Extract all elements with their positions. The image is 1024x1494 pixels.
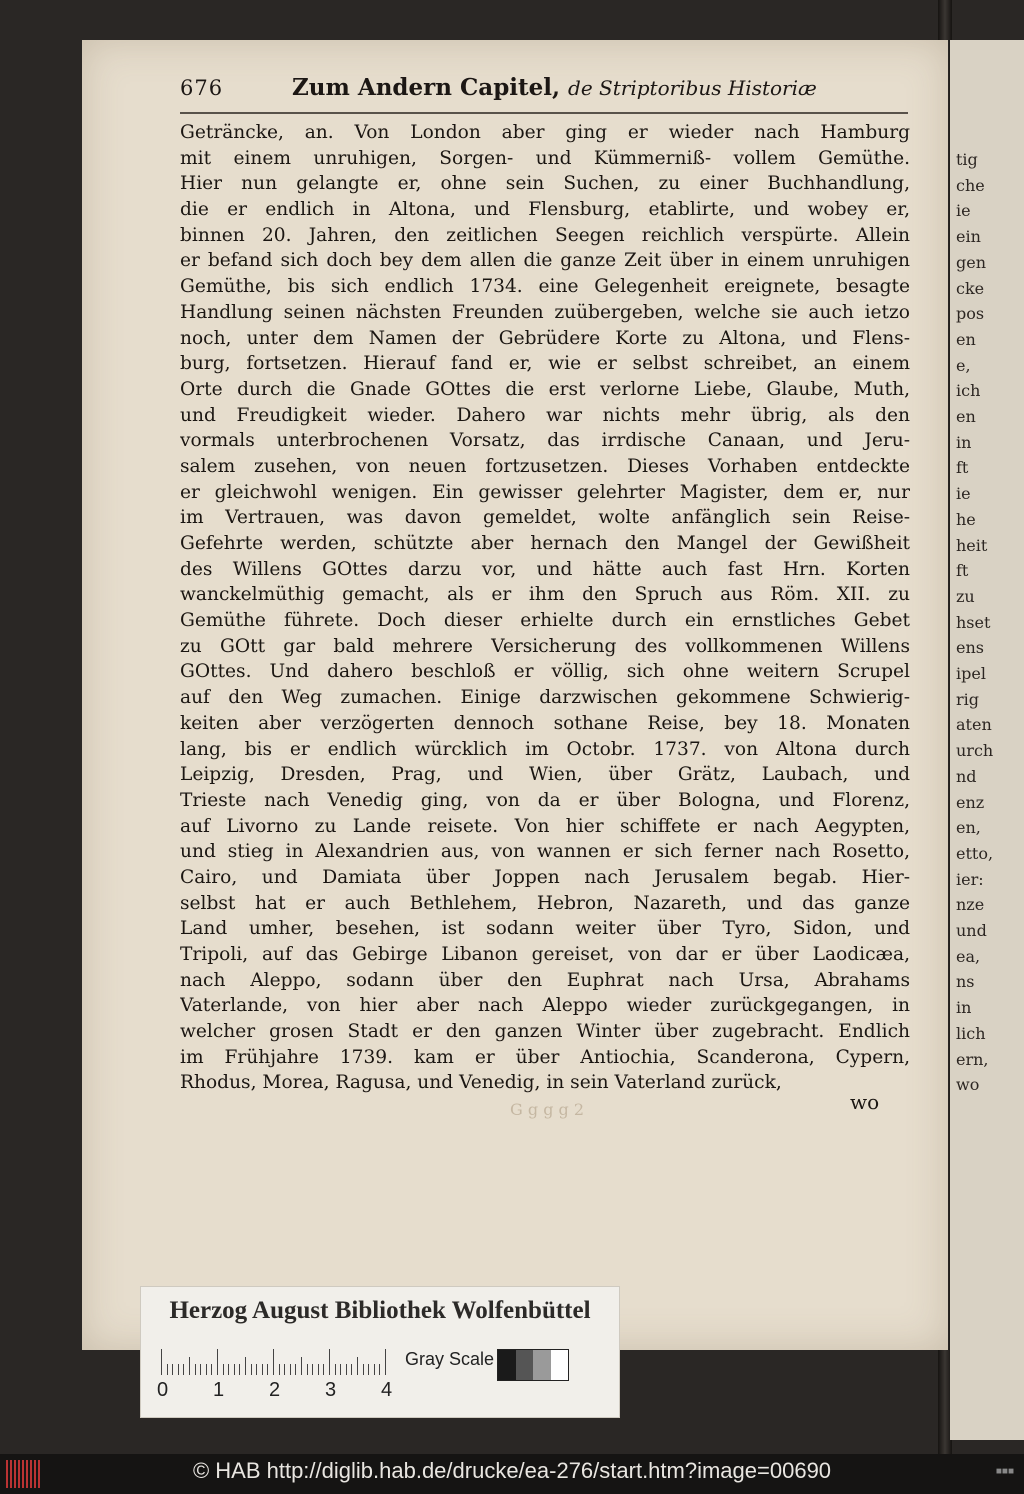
text-line: er befand sich doch bey dem allen die ganze Zeit über in einem unruhigen bbox=[180, 250, 910, 272]
gray-scale-swatches bbox=[497, 1349, 569, 1381]
text-line: GOttes. Und dahero beschloß er völlig, sich ohne weitern Scrupel bbox=[180, 661, 910, 683]
gray-swatch bbox=[498, 1350, 516, 1380]
header-rule bbox=[180, 112, 908, 114]
adjacent-page-fragment: ns bbox=[956, 972, 975, 992]
page-number: 676 bbox=[180, 76, 224, 100]
text-line: auf Livorno zu Lande reisete. Von hier schiffete er nach Aegypten, bbox=[180, 815, 910, 837]
ruler-tick bbox=[273, 1349, 274, 1375]
ruler-tick bbox=[340, 1364, 341, 1375]
text-line: die er endlich in Altona, und Flensburg, etablirte, und wobey er, bbox=[180, 199, 910, 221]
text-line: Orte durch die Gnade GOttes die erst verlorne Liebe, Glaube, Muth, bbox=[180, 378, 910, 400]
ruler-tick bbox=[351, 1364, 352, 1375]
adjacent-page-fragment: en, bbox=[956, 818, 981, 838]
adjacent-page-fragment: e, bbox=[956, 355, 971, 375]
footer-url[interactable]: © HAB http://diglib.hab.de/drucke/ea-276/start.htm?image=00690 bbox=[192, 1458, 832, 1483]
text-line: selbst hat er auch Bethlehem, Hebron, Nazareth, und das ganze bbox=[180, 892, 910, 914]
ruler-tick bbox=[290, 1364, 291, 1375]
text-line: Gemüthe, bis sich endlich 1734. eine Gelegenheit ereignete, besagte bbox=[180, 276, 910, 298]
ruler-tick bbox=[307, 1364, 308, 1375]
adjacent-page-fragment: pos bbox=[956, 304, 985, 324]
ruler-tick bbox=[228, 1364, 229, 1375]
running-head-german: Zum Andern Capitel, bbox=[292, 74, 561, 101]
adjacent-page-fragment: hset bbox=[956, 612, 991, 632]
text-line: des Willens GOttes darzu vor, und hätte auch fast Hrn. Korten bbox=[180, 558, 910, 580]
ruler-tick bbox=[284, 1364, 285, 1375]
ruler-tick bbox=[195, 1364, 196, 1375]
text-line: im Frühjahre 1739. kam er über Antiochia, Scanderona, Cypern, bbox=[180, 1046, 910, 1068]
ruler-tick bbox=[346, 1364, 347, 1375]
ruler-tick bbox=[161, 1349, 162, 1375]
text-line: Land umher, besehen, ist sodann weiter über Tyro, Sidon, und bbox=[180, 918, 910, 940]
text-line: Tripoli, auf das Gebirge Libanon gereiset, von dar er über Laodicæa, bbox=[180, 944, 910, 965]
text-line: Hier nun gelangte er, ohne sein Suchen, zu einer Buchhandlung, bbox=[180, 173, 910, 195]
adjacent-page-edge bbox=[950, 40, 1024, 1440]
ruler-tick bbox=[223, 1364, 224, 1375]
text-line: und Freudigkeit wieder. Dahero war nichts mehr übrig, als den bbox=[180, 404, 910, 426]
text-line: lang, bis er endlich würcklich im Octobr. 1737. von Altona durch bbox=[180, 738, 910, 760]
ruler-tick bbox=[245, 1357, 246, 1375]
ruler-number: 2 bbox=[269, 1379, 281, 1401]
text-line: Trieste nach Venedig ging, von da er über Bologna, und Florenz, bbox=[180, 789, 910, 811]
ruler-tick bbox=[239, 1364, 240, 1375]
ruler-tick bbox=[318, 1364, 319, 1375]
library-name: Herzog August Bibliothek Wolfenbüttel bbox=[169, 1297, 591, 1324]
adjacent-page-fragment: ea, bbox=[956, 946, 981, 966]
gray-swatch bbox=[533, 1350, 551, 1380]
adjacent-page-fragment: ie bbox=[956, 484, 971, 504]
ruler-tick bbox=[267, 1364, 268, 1375]
text-line: wanckelmüthig gemacht, als er ihm den Spruch aus Röm. XII. zu bbox=[180, 584, 910, 606]
measurement-ruler bbox=[161, 1347, 397, 1375]
adjacent-page-fragment: rig bbox=[956, 689, 980, 709]
ruler-tick bbox=[183, 1364, 184, 1375]
adjacent-page-fragment: he bbox=[956, 509, 976, 529]
adjacent-page-fragment: gen bbox=[956, 252, 987, 272]
text-line: Handlung seinen nächsten Freunden zuübergeben, welche sie auch ietzo bbox=[180, 301, 910, 323]
text-line: keiten aber verzögerten dennoch sothane Reise, bey 18. Monaten bbox=[180, 712, 910, 734]
ruler-tick bbox=[335, 1364, 336, 1375]
running-head-latin: de Striptoribus Historiæ bbox=[568, 76, 817, 100]
ruler-tick bbox=[379, 1364, 380, 1375]
ruler-tick bbox=[256, 1364, 257, 1375]
text-line: Geträncke, an. Von London aber ging er wieder nach Hamburg bbox=[180, 122, 910, 143]
adjacent-page-fragment: ier: bbox=[956, 869, 984, 889]
gray-swatch bbox=[551, 1350, 569, 1380]
ruler-tick bbox=[357, 1357, 358, 1375]
adjacent-page-fragment: tig bbox=[956, 150, 978, 169]
adjacent-page-fragment: enz bbox=[956, 792, 985, 812]
page-header bbox=[180, 72, 817, 108]
ruler-tick bbox=[178, 1364, 179, 1375]
text-line: welcher grosen Stadt er den ganzen Winter über zugebracht. Endlich bbox=[180, 1021, 910, 1043]
text-line: Rhodus, Morea, Ragusa, und Venedig, in sein Vaterland zurück, bbox=[180, 1072, 782, 1094]
ruler-tick bbox=[200, 1364, 201, 1375]
text-line: Gemüthe führete. Doch dieser erhielte durch ein ernstliches Gebet bbox=[180, 610, 910, 632]
catchword: wo bbox=[850, 1090, 880, 1114]
adjacent-page-fragment: ft bbox=[956, 458, 969, 478]
adjacent-page-fragment: che bbox=[956, 175, 985, 195]
adjacent-page-fragment: en bbox=[956, 407, 976, 426]
ruler-tick bbox=[189, 1357, 190, 1375]
adjacent-page-fragment: heit bbox=[956, 535, 988, 555]
signature-mark: G g g g 2 bbox=[510, 1100, 585, 1119]
text-line: burg, fortsetzen. Hierauf fand er, wie er selbst schreibet, an einem bbox=[180, 353, 910, 375]
adjacent-page-fragment: ie bbox=[956, 201, 971, 221]
adjacent-page-fragment: in bbox=[956, 432, 972, 452]
text-line: Leipzig, Dresden, Prag, und Wien, über Grätz, Laubach, und bbox=[180, 764, 910, 786]
adjacent-page-fragment: cke bbox=[956, 278, 985, 298]
running-head bbox=[292, 74, 817, 101]
adjacent-page-fragment: ft bbox=[956, 561, 969, 581]
gray-scale-label: Gray Scale bbox=[405, 1349, 495, 1369]
ruler-tick bbox=[385, 1349, 386, 1375]
ruler-tick bbox=[234, 1364, 235, 1375]
ruler-tick bbox=[363, 1364, 364, 1375]
ruler-tick bbox=[323, 1364, 324, 1375]
ruler-tick bbox=[211, 1364, 212, 1375]
ruler-tick bbox=[206, 1364, 207, 1375]
adjacent-page-fragment: und bbox=[956, 921, 987, 940]
adjacent-page-fragment: ern, bbox=[956, 1049, 989, 1069]
text-line: Cairo, und Damiata über Joppen nach Jerusalem begab. Hier- bbox=[180, 866, 910, 888]
text-line: nach Aleppo, sodann über den Euphrat nach Ursa, Abrahams bbox=[180, 969, 910, 991]
adjacent-page-fragment: ein bbox=[956, 227, 981, 247]
ruler-tick bbox=[217, 1349, 218, 1375]
ruler-tick bbox=[368, 1364, 369, 1375]
ruler-tick bbox=[329, 1349, 330, 1375]
text-line: zu GOtt gar bald mehrere Versicherung des vollkommenen Willens bbox=[180, 635, 910, 657]
ruler-numbers bbox=[157, 1379, 417, 1405]
library-color-card bbox=[140, 1286, 620, 1418]
adjacent-page-fragment: zu bbox=[956, 586, 975, 606]
adjacent-page-fragment: etto, bbox=[956, 843, 994, 863]
body-text bbox=[180, 120, 910, 1096]
footer-mark: ■■■ bbox=[995, 1466, 1014, 1477]
text-line: er gleichwohl wenigen. Ein gewisser gelehrter Magister, dem er, nur bbox=[180, 481, 910, 503]
ruler-number: 4 bbox=[381, 1379, 393, 1401]
text-line: auf den Weg zumachen. Einige darzwischen gekommene Schwierig- bbox=[180, 687, 910, 709]
gray-swatch bbox=[516, 1350, 534, 1380]
adjacent-page-fragment: lich bbox=[956, 1023, 986, 1043]
adjacent-page-fragment: ens bbox=[956, 638, 984, 658]
adjacent-page-fragment: wo bbox=[956, 1075, 980, 1095]
text-line: binnen 20. Jahren, den zeitlichen Seegen reichlich verspürte. Allein bbox=[180, 224, 910, 246]
adjacent-page-fragment: aten bbox=[956, 715, 992, 735]
text-line: Gefehrte werden, schützte aber hernach den Mangel der Gewißheit bbox=[180, 533, 910, 554]
text-line: im Vertrauen, was davon gemeldet, wolte anfänglich sein Reise- bbox=[180, 507, 910, 529]
ruler-tick bbox=[172, 1364, 173, 1375]
adjacent-page-fragment: nd bbox=[956, 766, 977, 786]
ruler-number: 1 bbox=[213, 1379, 225, 1401]
adjacent-page-fragment: ich bbox=[956, 381, 981, 401]
adjacent-page-fragment: in bbox=[956, 998, 972, 1018]
text-line: Vaterlande, von hier aber nach Aleppo wieder zurückgegangen, in bbox=[180, 995, 910, 1017]
text-line: salem zusehen, von neuen fortzusetzen. Dieses Vorhaben entdeckte bbox=[180, 455, 910, 477]
ruler-number: 3 bbox=[325, 1379, 337, 1401]
text-line: noch, unter dem Namen der Gebrüdere Korte zu Altona, und Flens- bbox=[180, 327, 910, 349]
text-line: vormals unterbrochenen Vorsatz, das irrdische Canaan, und Jeru- bbox=[180, 430, 910, 452]
ruler-tick bbox=[312, 1364, 313, 1375]
adjacent-page-fragment: urch bbox=[956, 741, 994, 761]
ruler-tick bbox=[279, 1364, 280, 1375]
ruler-tick bbox=[295, 1364, 296, 1375]
ruler-tick bbox=[167, 1364, 168, 1375]
ruler-tick bbox=[374, 1364, 375, 1375]
ruler-tick bbox=[251, 1364, 252, 1375]
text-line: und stieg in Alexandrien aus, von wannen er sich ferner nach Rosetto, bbox=[180, 841, 910, 863]
ruler-number: 0 bbox=[157, 1379, 169, 1401]
adjacent-page-fragment: ipel bbox=[956, 664, 986, 683]
ruler-tick bbox=[262, 1364, 263, 1375]
ruler-tick bbox=[301, 1357, 302, 1375]
adjacent-page-fragment: en bbox=[956, 329, 976, 349]
adjacent-page-fragment: nze bbox=[956, 895, 985, 915]
text-line: mit einem unruhigen, Sorgen- und Kümmerniß- vollem Gemüthe. bbox=[180, 147, 910, 169]
